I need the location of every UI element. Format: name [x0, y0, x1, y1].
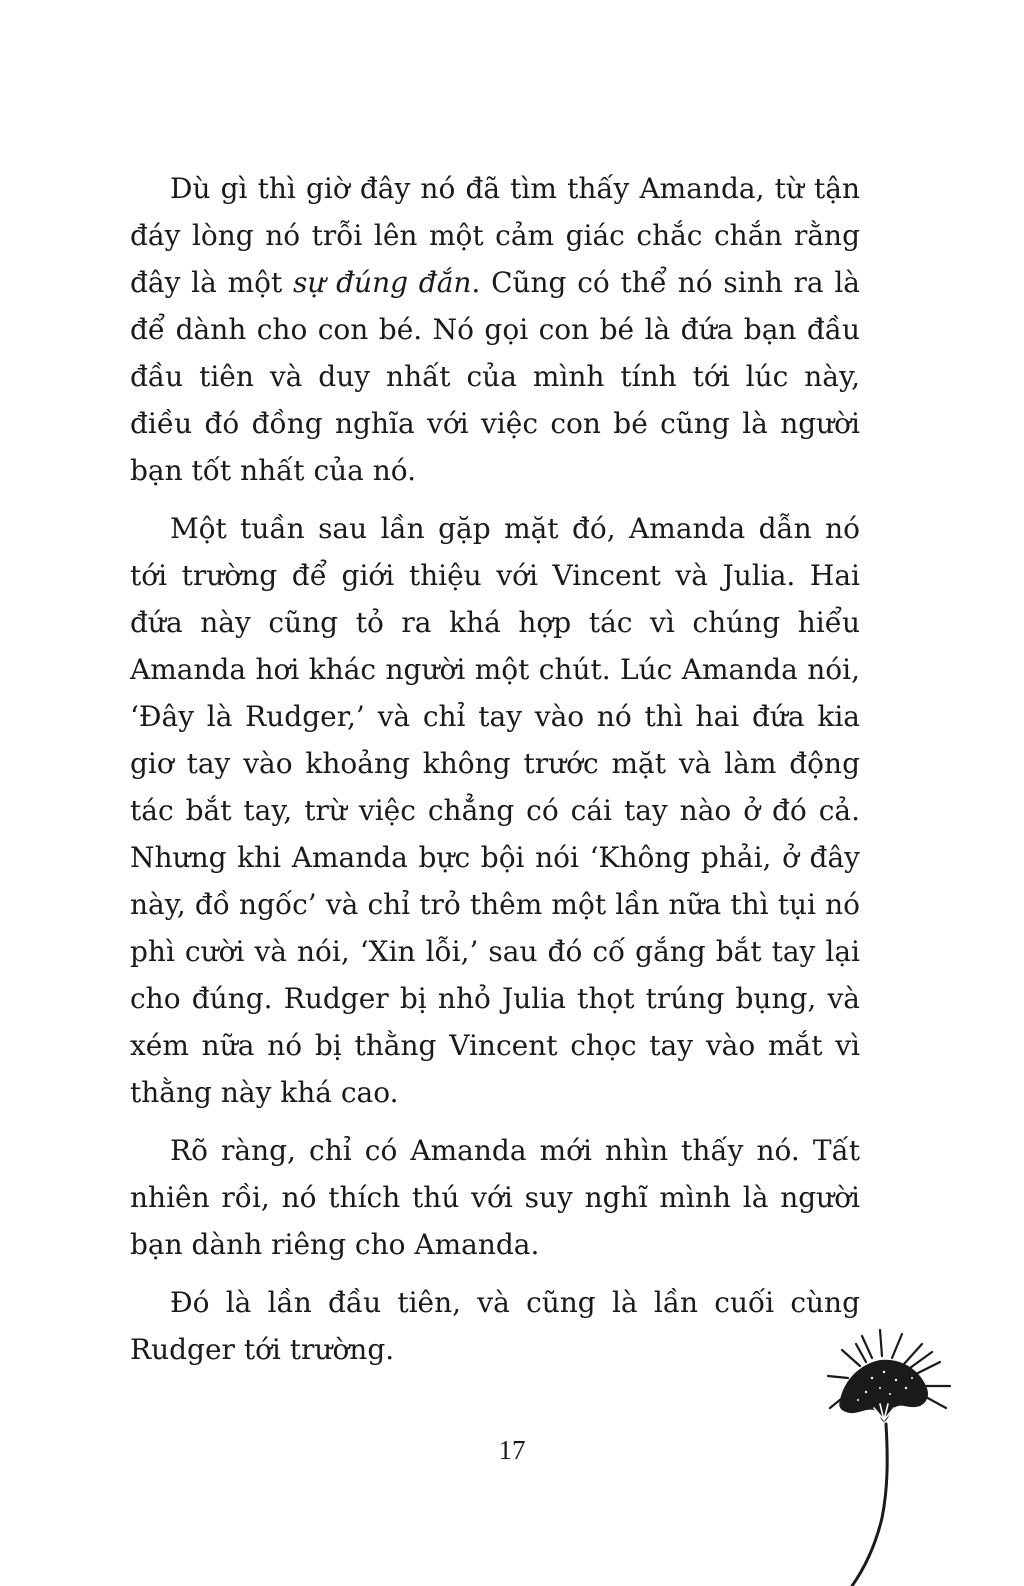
paragraph-4: Đó là lần đầu tiên, và cũng là lần cuối cùng Rudger tới trường.	[130, 1286, 860, 1366]
paragraph-1-part-1: Dù gì thì giờ đây nó đã tìm thấy Amanda, từ tận đáy lòng nó trỗi lên một cảm giác chắc chắn rằng đây là một	[130, 172, 860, 299]
paragraph-1-emphasis: sự đúng đắn	[292, 266, 472, 299]
paragraph-2: Một tuần sau lần gặp mặt đó, Amanda dẫn nó tới trường để giới thiệu với Vincent và Julia. Hai đứa này cũng tỏ ra khá hợp tác vì chúng hiểu Amanda hơi khác người một chút. Lúc Amanda nói, ‘Đây là Rudger,’ và chỉ tay vào nó thì hai đứa kia giơ tay vào khoảng không trước mặt và làm động tác bắt tay, trừ việc chẳng có cái tay nào ở đó cả. Nhưng khi Amanda bực bội nói ‘Không phải, ở đây này, đồ ngốc’ và chỉ trỏ thêm một lần nữa thì tụi nó phì cười và nói, ‘Xin lỗi,’ sau đó cố gắng bắt tay lại cho đúng. Rudger bị nhỏ Julia thọt trúng bụng, và xém nữa nó bị thằng Vincent chọc tay vào mắt vì thằng này khá cao.	[130, 512, 860, 1109]
paragraph-3: Rõ ràng, chỉ có Amanda mới nhìn thấy nó. Tất nhiên rồi, nó thích thú với suy nghĩ mình là người bạn dành riêng cho Amanda.	[130, 1134, 860, 1261]
body-text	[130, 165, 860, 1384]
paragraph-1-part-3: . Cũng có thể nó sinh ra là để dành cho con bé. Nó gọi con bé là đứa bạn đầu đầu tiên và duy nhất của mình tính tới lúc này, điều đó đồng nghĩa với việc con bé cũng là người bạn tốt nhất của nó.	[130, 266, 860, 487]
page-number: 17	[498, 1435, 526, 1465]
flower-stem	[852, 1424, 887, 1586]
dandelion-flower-icon	[822, 1328, 962, 1586]
paragraph-1	[130, 165, 860, 494]
flower-head	[839, 1360, 928, 1422]
